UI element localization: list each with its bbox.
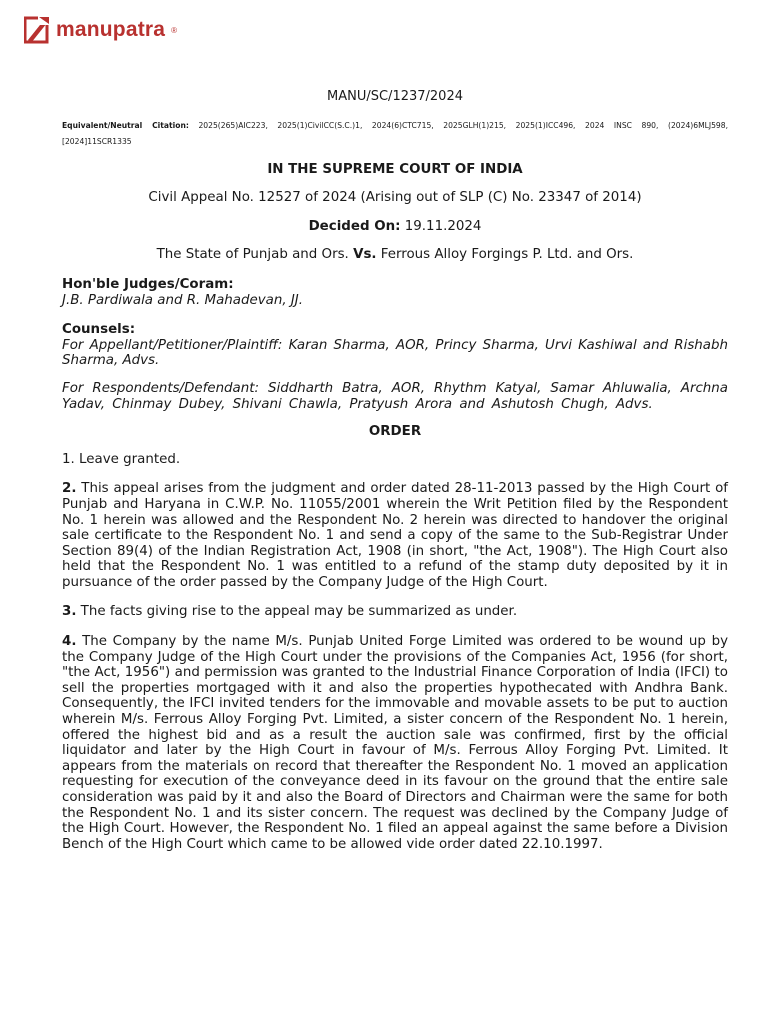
party-respondent: Ferrous Alloy Forgings P. Ltd. and Ors. [380,247,634,263]
counsels-section [62,322,728,412]
judges-label: Hon'ble Judges/Coram: [62,276,234,292]
paragraph [62,452,728,468]
equivalent-citation-label: Equivalent/Neutral Citation: [62,120,189,130]
decided-on-date: 19.11.2024 [404,218,482,234]
paragraph-number: 4. [62,634,77,650]
counsels-label: Counsels: [62,322,136,338]
paragraph [62,481,728,590]
judges-names: J.B. Pardiwala and R. Mahadevan, JJ. [62,292,303,308]
party-appellant: The State of Punjab and Ors. [156,247,349,263]
paragraph-text: The Company by the name M/s. Punjab United Forge Limited was ordered to be wound up by the Company Judge of the High Court under the provisions of the Companies Act, 1956 (for short, "the Act, 1956") and permission was granted to the Industrial Finance Corporation of India (IFCI) to sell the properties mortgaged with it and also the properties hypothecated with Andhra Bank. Consequently, the IFCI invited tenders for the immovable and movable assets to be put to auction wherein M/s. Ferrous Alloy Forging Pvt. Limited, a sister concern of the Respondent No. 1 herein, offered the highest bid and as a result the auction sale was confirmed, first by the official liquidator and later by the High Court in favour of M/s. Ferrous Alloy Forging Pvt. Limited. It appears from the materials on record that thereafter the Respondent No. 1 moved an application requesting for execution of the conveyance deed in its favour on the ground that the entire sale consideration was paid by it and also the Board of Directors and Chairman were the same for both the Respondent No. 1 and its sister concern. The request was declined by the Company Judge of the High Court. However, the Respondent No. 1 filed an appeal against the same before a Division Bench of the High Court which came to be allowed vide order dated 22.10.1997. [62,634,728,852]
case-number: Civil Appeal No. 12527 of 2024 (Arising out of SLP (C) No. 23347 of 2014) [148,190,642,206]
brand-registered-mark: ® [171,25,178,35]
equivalent-citation [62,118,728,150]
equivalent-citation-text: 2025(265)AIC223, 2025(1)CivilCC(S.C.)1, 2024(6)CTC715, 2025GLH(1)215, 2025(1)ICC496, 2024 INSC 890, (2024)6MLJ598, [2024]11SCR1335 [62,120,729,146]
counsel-appellant: For Appellant/Petitioner/Plaintiff: Karan Sharma, AOR, Princy Sharma, Urvi Kashiwal and Rishabh Sharma, Advs. [62,337,728,369]
paragraph-number: 2. [62,481,77,497]
brand-logo [24,16,177,44]
parties [62,247,728,263]
judgment-document [62,86,728,852]
paragraph [62,634,728,852]
order-heading: ORDER [368,424,422,440]
court-name: IN THE SUPREME COURT OF INDIA [267,161,523,177]
paragraph-number: 3. [62,604,77,620]
paragraph-text: The facts giving rise to the appeal may be summarized as under. [80,604,518,620]
counsel-respondent: For Respondents/Defendant: Siddharth Batra, AOR, Rhythm Katyal, Samar Ahluwalia, Archna Yadav, Chinmay Dubey, Shivani Chawla, Pratyush Arora and Ashutosh Chugh, Advs. [62,380,728,412]
manu-citation: MANU/SC/1237/2024 [327,89,463,104]
paragraph-text: Leave granted. [79,451,181,467]
paragraph [62,604,728,620]
manupatra-logo-icon [24,16,50,44]
paragraph-number: 1. [62,451,75,467]
brand-name: manupatra [56,18,166,41]
decided-on-label: Decided On: [308,218,401,234]
judges-section [62,277,728,308]
paragraph-text: This appeal arises from the judgment and order dated 28-11-2013 passed by the High Court of Punjab and Haryana in C.W.P. No. 11055/2001 wherein the Writ Petition filed by the Respondent No. 1 herein was allowed and the Respondent No. 2 herein was directed to handover the original sale certificate to the Respondent No. 1 and send a copy of the same to the Sub-Registrar Under Section 89(4) of the Indian Registration Act, 1908 (in short, "the Act, 1908"). The High Court also held that the Respondent No. 1 was entitled to a refund of the stamp duty deposited by it in pursuance of the order passed by the Company Judge of the High Court. [62,481,728,590]
decided-on [62,219,728,235]
versus-label: Vs. [353,247,377,263]
